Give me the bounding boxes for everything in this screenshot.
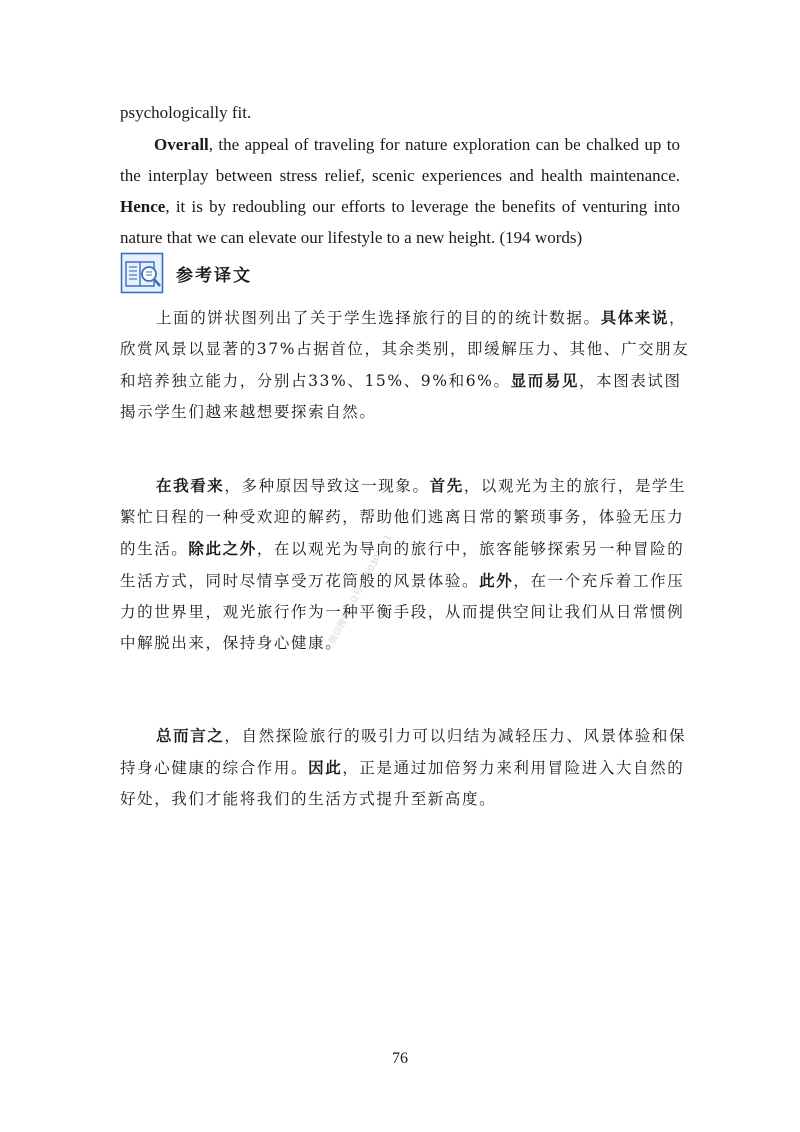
overall-text2: , it is by redoubling our efforts to leverage the benefits of venturing into nature that we can elevate our lifestyle to a new height. (194 words) xyxy=(120,197,680,247)
heading-title: 参考译文 xyxy=(176,265,252,286)
book-magnifier-icon xyxy=(120,252,164,294)
p2-bold3: 除此之外 xyxy=(188,539,257,558)
p2-text2: ，以观光为主的旅行，是学生繁忙日程的一种受欢迎的解药，帮助他们逃离日常的繁琐事务，体验无压力的生活。 xyxy=(120,477,687,558)
p1-bold2: 显而易见 xyxy=(510,371,579,390)
translation-paragraph-3 xyxy=(120,720,690,815)
translation-paragraph-2 xyxy=(120,470,690,659)
bold-overall: Overall xyxy=(154,135,209,154)
p2-bold1: 在我看来 xyxy=(156,476,225,495)
p1-bold1: 具体来说 xyxy=(600,308,670,327)
p2-text1: ，多种原因导致这一现象。 xyxy=(224,477,430,495)
reference-translation-heading xyxy=(120,252,252,294)
p3-text1: ，自然探险旅行的吸引力可以归结为减轻压力、风景体验和保持身心健康的综合作用。 xyxy=(120,727,687,777)
watermark-text: 微信搜索公众号：kk0301211 xyxy=(327,533,394,647)
p2-text3: ，在以观光为导向的旅行中，旅客能够探索另一种冒险的生活方式，同时尽情享受万花筒般的风景体验。 xyxy=(120,540,685,590)
p3-text2: ，正是通过加倍努力来利用冒险进入大自然的好处，我们才能将我们的生活方式提升至新高度。 xyxy=(120,759,685,808)
p2-text4: ，在一个充斥着工作压力的世界里，观光旅行作为一种平衡手段，从而提供空间让我们从日常惯例中解脱出来，保持身心健康。 xyxy=(120,572,685,652)
p1-text1: 上面的饼状图列出了关于学生选择旅行的目的的统计数据。 xyxy=(156,309,601,327)
english-paragraph-overall xyxy=(120,129,680,253)
p3-bold2: 因此 xyxy=(308,758,343,777)
english-continuation-line xyxy=(120,97,680,128)
p2-bold2: 首先 xyxy=(429,476,464,495)
p1-text2: ，欣赏风景以显著的37%占据首位，其余类别，即缓解压力、其他、广交朋友和培养独立能力，分别占33%、15%、9%和6%。 xyxy=(120,309,690,390)
english-line0-text: psychologically fit. xyxy=(120,103,252,122)
p1-text3: ，本图表试图揭示学生们越来越想要探索自然。 xyxy=(120,372,682,421)
page-number: 76 xyxy=(392,1050,408,1067)
bold-hence: Hence xyxy=(120,197,166,216)
p3-bold1: 总而言之 xyxy=(156,726,225,745)
overall-text1: , the appeal of traveling for nature exploration can be chalked up to the interplay between stress relief, scenic experiences and health maintenance. xyxy=(120,135,680,185)
p2-bold4: 此外 xyxy=(479,571,514,590)
translation-paragraph-1 xyxy=(120,302,690,428)
